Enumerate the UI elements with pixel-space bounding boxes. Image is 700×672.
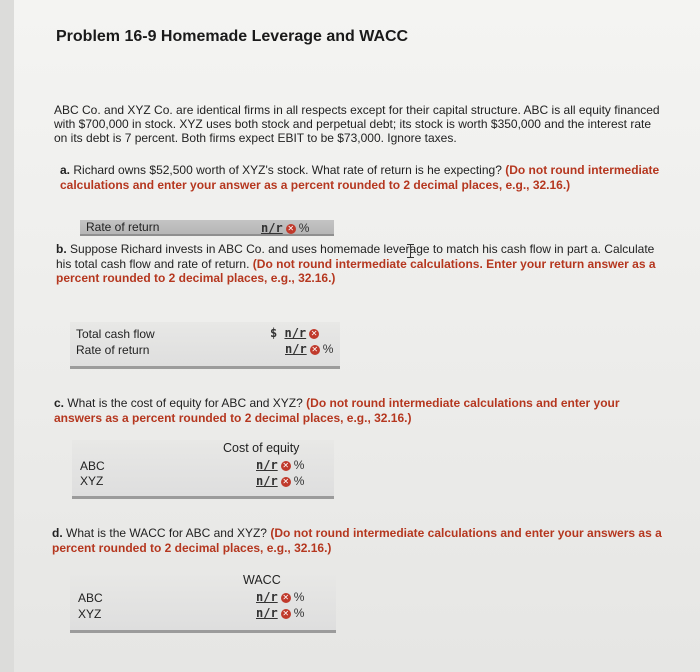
x-circle-icon: ✕ [287,223,295,233]
cost-of-equity-header: Cost of equity [223,441,300,455]
xyz-label: XYZ [80,474,104,488]
question-c-label: c. [54,396,65,410]
question-d-label: d. [52,526,63,540]
abc-label: ABC [78,591,103,605]
question-b-label: b. [56,242,67,256]
question-d-instruction: (Do not round intermediate calculations and enter your answers as a percent rounded to 2 decimal places, e.g., 32.16.) [52,526,662,555]
question-d-text: What is the WACC for ABC and XYZ? [66,526,267,540]
answer-value: n/r [261,221,283,235]
answer-d-xyz[interactable]: n/r ✕ % [256,606,305,620]
answer-b-rate[interactable]: n/r ✕ % [285,342,334,356]
problem-intro: ABC Co. and XYZ Co. are identical firms in all respects except for their capital structure. ABC is all equity financed with $700,000 in stock. XYZ uses both stock and perpetual debt; its stock is worth $350,000 and the interest rate on its debt is 7 percent. Both firms expect EBIT to be $73,000. Ignore taxes. [54,103,660,145]
question-d [52,526,666,555]
answer-value: n/r [284,326,307,340]
question-b-instruction: (Do not round intermediate calculations. Enter your return answer as a percent rounded to 2 decimal places, e.g., 32.16.) [56,256,656,285]
answer-value: n/r [285,342,307,356]
question-b-text: Suppose Richard invests in ABC Co. and uses homemade leverage to match his cash flow in part a. Calculate his total cash flow and rate of return. [56,242,655,271]
problem-title: Problem 16-9 Homemade Leverage and WACC [56,28,409,45]
x-circle-icon: ✕ [282,476,290,486]
question-a [60,163,666,192]
xyz-label: XYZ [78,607,102,621]
answer-value: n/r [256,474,278,488]
answer-value: n/r [256,458,278,472]
answer-a-rate[interactable]: n/r ✕ % [261,221,310,235]
question-c [54,396,666,425]
answer-value: n/r [256,606,278,620]
x-circle-icon: ✕ [310,328,318,338]
question-a-text: Richard owns $52,500 worth of XYZ's stock. What rate of return is he expecting? [73,163,502,177]
question-a-label: a. [60,163,71,177]
total-cash-flow-label: Total cash flow [76,327,155,341]
question-c-instruction: (Do not round intermediate calculations and enter your answers as a percent rounded to 2 decimal places, e.g., 32.16.) [54,396,620,425]
question-b [56,242,666,286]
x-circle-icon: ✕ [282,608,290,618]
text-cursor-icon [410,244,417,258]
wacc-header: WACC [243,573,281,587]
answer-b-cash-flow[interactable]: $ n/r ✕ [270,326,318,340]
rate-of-return-label: Rate of return [86,220,160,234]
question-a-instruction: (Do not round intermediate calculations and enter your answer as a percent rounded to 2 decimal places, e.g., 32.16.) [60,163,660,192]
x-circle-icon: ✕ [311,344,319,354]
answer-c-xyz[interactable]: n/r ✕ % [256,474,305,488]
answer-c-abc[interactable]: n/r ✕ % [256,458,305,472]
answer-d-abc[interactable]: n/r ✕ % [256,590,305,604]
rate-of-return-label: Rate of return [76,343,150,357]
question-c-text: What is the cost of equity for ABC and XYZ? [67,396,303,410]
answer-value: n/r [256,590,278,604]
x-circle-icon: ✕ [282,460,290,470]
x-circle-icon: ✕ [282,592,290,602]
abc-label: ABC [80,459,105,473]
